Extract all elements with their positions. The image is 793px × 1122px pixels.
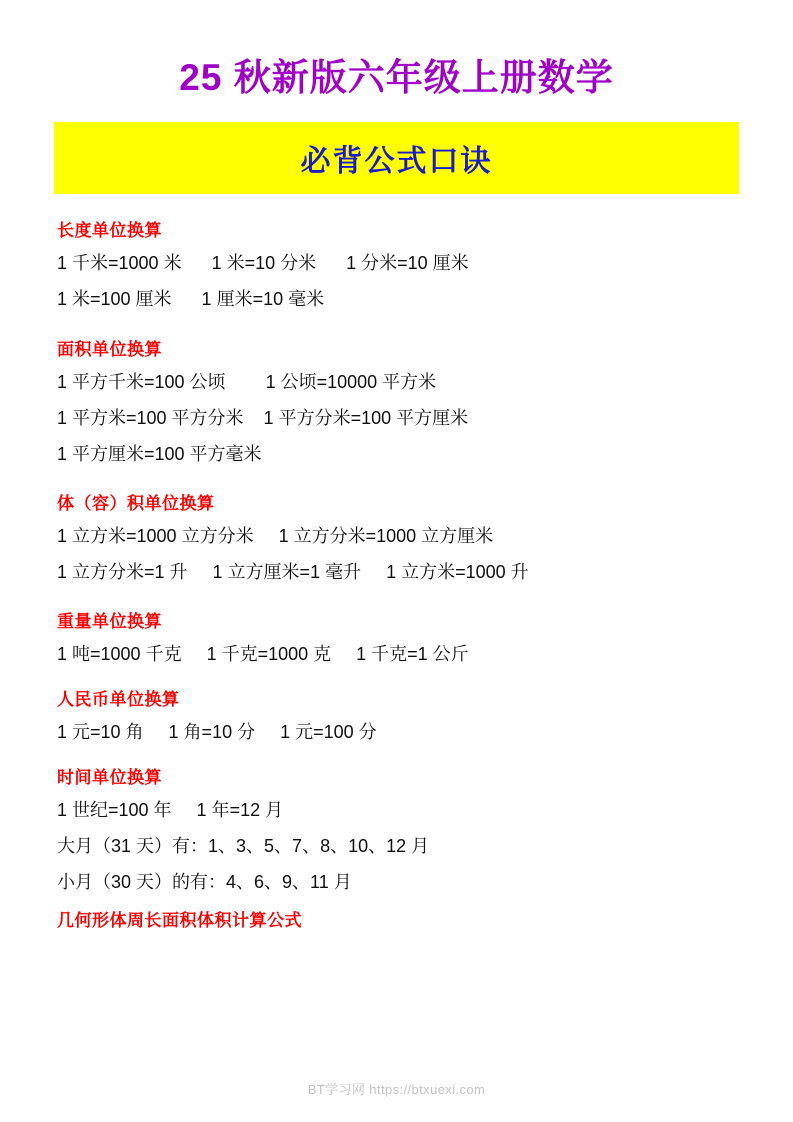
subtitle-banner — [54, 122, 739, 194]
formula-line: 1 平方千米=100 公顷 1 公顷=10000 平方米 — [57, 371, 437, 392]
section-weight-units — [57, 607, 736, 667]
formula-line: 1 元=10 角 1 角=10 分 1 元=100 分 — [57, 722, 377, 743]
formula-line: 大月（31 天）有：1、3、5、7、8、10、12 月 — [57, 836, 430, 857]
section-heading: 体（容）积单位换算 — [57, 493, 215, 513]
section-time-units — [57, 763, 736, 895]
formula-line: 1 吨=1000 千克 1 千克=1000 克 1 千克=1 公斤 — [57, 644, 469, 665]
section-heading: 重量单位换算 — [57, 612, 162, 632]
formula-line: 小月（30 天）的有：4、6、9、11 月 — [57, 872, 352, 893]
formula-line: 1 千米=1000 米 1 米=10 分米 1 分米=10 厘米 — [57, 253, 469, 274]
section-geometry-formulas — [57, 906, 736, 931]
page-title: 25 秋新版六年级上册数学 — [179, 57, 614, 98]
subtitle-text: 必背公式口诀 — [300, 145, 493, 179]
formula-line: 1 立方米=1000 立方分米 1 立方分米=1000 立方厘米 — [57, 525, 494, 546]
formula-line: 1 米=100 厘米 1 厘米=10 毫米 — [57, 289, 325, 310]
formula-line: 1 平方厘米=100 平方毫米 — [57, 443, 262, 464]
section-heading: 时间单位换算 — [57, 768, 162, 788]
section-heading: 人民币单位换算 — [57, 690, 180, 710]
formula-line: 1 平方米=100 平方分米 1 平方分米=100 平方厘米 — [57, 407, 469, 428]
section-heading: 几何形体周长面积体积计算公式 — [57, 910, 302, 930]
watermark: BT学习网 https://btxuexi.com — [307, 1082, 486, 1097]
section-heading: 面积单位换算 — [57, 339, 162, 359]
section-heading: 长度单位换算 — [57, 221, 162, 241]
content-body — [57, 216, 736, 930]
section-length-units — [57, 216, 736, 312]
formula-line: 1 世纪=100 年 1 年=12 月 — [57, 800, 284, 821]
section-area-units — [57, 335, 736, 467]
section-volume-units — [57, 489, 736, 585]
section-currency-units — [57, 685, 736, 745]
formula-line: 1 立方分米=1 升 1 立方厘米=1 毫升 1 立方米=1000 升 — [57, 561, 529, 582]
